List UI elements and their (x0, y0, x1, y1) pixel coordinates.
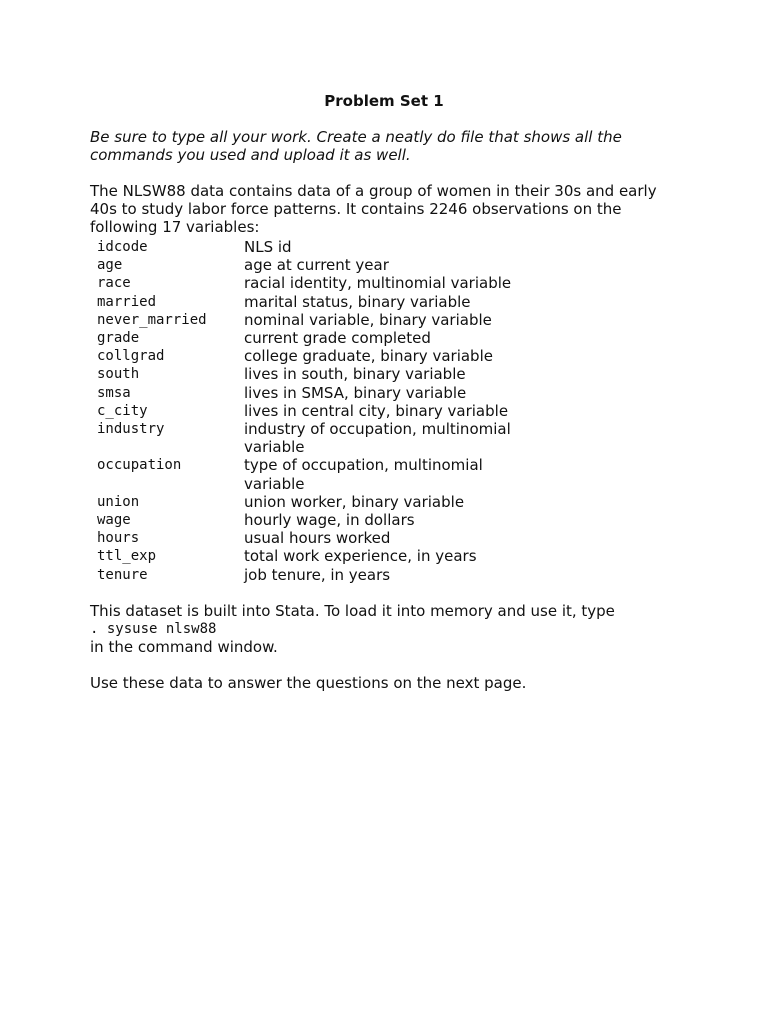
variable-description: NLS id (244, 238, 292, 256)
variable-description: job tenure, in years (244, 565, 391, 584)
variables-table-body (95, 238, 544, 584)
variable-description: nominal variable, binary variable (244, 310, 492, 329)
variable-description: total work experience, in years (244, 547, 477, 566)
variable-name: industry (97, 421, 165, 438)
variable-description: hourly wage, in dollars (244, 511, 415, 530)
variable-name: c_city (97, 402, 148, 419)
variable-name: collgrad (97, 348, 165, 365)
document-title: Problem Set 1 (324, 92, 444, 110)
variable-description: industry of occupation, multinomial variable (244, 420, 511, 457)
variable-description: lives in SMSA, binary variable (244, 383, 467, 402)
variable-name: hours (97, 530, 140, 547)
variable-name: occupation (97, 457, 182, 474)
variable-row (95, 529, 544, 547)
variable-name: married (97, 293, 157, 310)
variable-name: wage (97, 512, 131, 529)
variable-row (95, 402, 544, 420)
variable-name: grade (97, 330, 140, 347)
load-suffix: in the command window. (90, 637, 278, 656)
variable-row (95, 274, 544, 292)
variable-name: race (97, 275, 131, 292)
variable-name: never_married (97, 311, 207, 328)
variable-description: lives in central city, binary variable (244, 401, 509, 420)
variable-name: tenure (97, 566, 148, 583)
variable-description: current grade completed (244, 329, 431, 348)
variable-row (95, 365, 544, 383)
variable-description: union worker, binary variable (244, 492, 465, 511)
variable-name: union (97, 493, 140, 510)
intro-paragraph: The NLSW88 data contains data of a group of women in their 30s and early 40s to study labor force patterns. It contains 2246 observations on the following 17 variables: (90, 182, 657, 236)
variable-description: usual hours worked (244, 529, 391, 548)
variable-row (95, 384, 544, 402)
variable-description: lives in south, binary variable (244, 365, 466, 384)
variable-name: ttl_exp (97, 548, 157, 565)
closing-paragraph: Use these data to answer the questions on the next page. (90, 673, 527, 692)
variable-description: college graduate, binary variable (244, 347, 493, 366)
variable-row (95, 547, 544, 565)
variable-row (95, 256, 544, 274)
variable-description: marital status, binary variable (244, 292, 471, 311)
load-command: . sysuse nlsw88 (90, 620, 217, 637)
variable-row (95, 566, 544, 584)
variable-row (95, 347, 544, 365)
variable-row (95, 456, 544, 492)
variable-name: smsa (97, 384, 131, 401)
variable-description: age at current year (244, 256, 389, 275)
variable-name: age (97, 257, 123, 274)
variable-name: south (97, 366, 140, 383)
variable-row (95, 293, 544, 311)
variable-row (95, 493, 544, 511)
load-instructions (90, 602, 680, 656)
variable-row (95, 511, 544, 529)
variable-row (95, 311, 544, 329)
variable-row (95, 420, 544, 456)
instructions-text: Be sure to type all your work. Create a neatly do file that shows all the commands you used and upload it as well. (90, 128, 622, 164)
load-text: This dataset is built into Stata. To load it into memory and use it, type (90, 601, 615, 620)
document-page (90, 92, 680, 692)
variables-table (95, 238, 544, 584)
variable-description: racial identity, multinomial variable (244, 274, 512, 293)
variable-description: type of occupation, multinomial variable (244, 456, 483, 493)
variable-name: idcode (97, 239, 148, 255)
variable-row (95, 238, 544, 256)
variable-row (95, 329, 544, 347)
